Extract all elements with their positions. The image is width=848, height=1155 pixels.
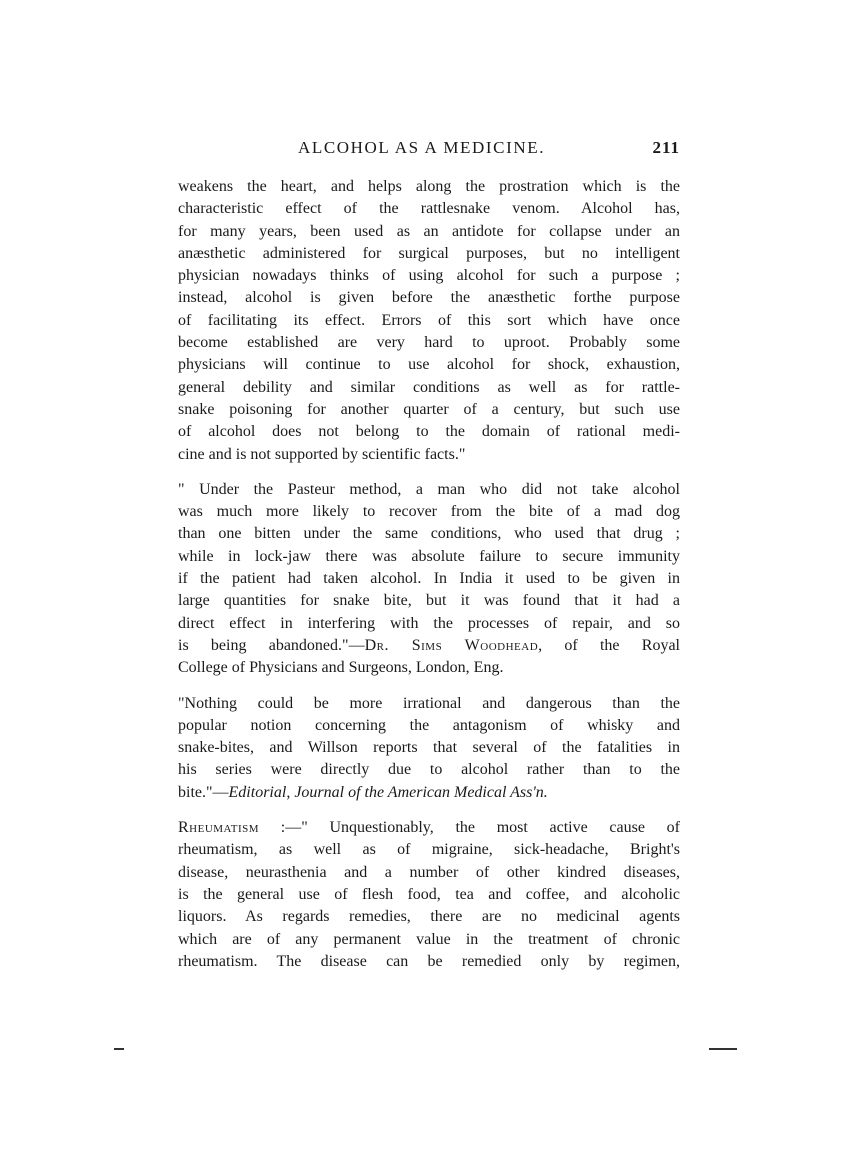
text-line: his series were directly due to alcohol rather than to the: [178, 761, 680, 779]
text-line: general debility and similar conditions as well as for rattle-: [178, 378, 680, 396]
text-line: if the patient had taken alcohol. In India it used to be given in: [178, 570, 680, 588]
text-line: for many years, been used as an antidote for collapse under an: [178, 222, 680, 240]
body-text: [178, 176, 680, 973]
paragraph-pasteur-method: [178, 479, 680, 680]
paragraph-snake-bites: [178, 693, 680, 804]
text-line-attribution: [178, 635, 680, 657]
paragraph-gap: [178, 466, 680, 479]
attribution-suffix: , of the Royal: [538, 636, 680, 654]
text-line: snake poisoning for another quarter of a century, but such use: [178, 400, 680, 418]
text-line: is the general use of flesh food, tea and coffee, and alcoholic: [178, 885, 680, 903]
section-heading: Rheumatism: [178, 819, 260, 837]
text-line: characteristic effect of the rattlesnake venom. Alcohol has,: [178, 200, 680, 218]
source-prefix: bite."—: [178, 783, 229, 801]
source-citation: Editorial, Journal of the American Medical Ass'n.: [228, 783, 548, 801]
text-line: cine and is not supported by scientific facts.": [178, 445, 466, 463]
text-line: while in lock-jaw there was absolute failure to secure immunity: [178, 547, 680, 565]
text-line: liquors. As regards remedies, there are no medicinal agents: [178, 908, 680, 926]
text-line: which are of any permanent value in the treatment of chronic: [178, 930, 680, 948]
text-line: College of Physicians and Surgeons, London, Eng.: [178, 659, 504, 677]
attribution-prefix: is being abandoned."—: [178, 636, 365, 654]
text-line: of alcohol does not belong to the domain of rational medi-: [178, 423, 680, 441]
text-line-heading: [178, 817, 680, 839]
text-line: rheumatism, as well as of migraine, sick-headache, Bright's: [178, 841, 680, 859]
page-number: 211: [652, 138, 680, 157]
text-line: become established are very hard to uproot. Probably some: [178, 334, 680, 352]
text-line: rheumatism. The disease can be remedied only by regimen,: [178, 952, 680, 970]
text-line: than one bitten under the same conditions, who used that drug ;: [178, 525, 680, 543]
heading-continuation: :—" Unquestionably, the most active cause of: [259, 819, 680, 837]
text-line: snake-bites, and Willson reports that several of the fatalities in: [178, 739, 680, 757]
attribution-author: Dr. Sims Woodhead: [364, 636, 539, 654]
paragraph-gap: [178, 680, 680, 693]
text-line: " Under the Pasteur method, a man who did not take alcohol: [178, 480, 680, 498]
text-line: direct effect in interfering with the processes of repair, and so: [178, 614, 680, 632]
footer-mark-left: [114, 1048, 124, 1050]
text-line: physician nowadays thinks of using alcohol for such a purpose ;: [178, 267, 680, 285]
text-line: large quantities for snake bite, but it was found that it had a: [178, 592, 680, 610]
text-line-source: [178, 782, 680, 804]
text-line: was much more likely to recover from the bite of a mad dog: [178, 503, 680, 521]
running-title: ALCOHOL AS A MEDICINE.: [298, 138, 546, 157]
running-head: [178, 138, 680, 162]
paragraph-rheumatism: [178, 817, 680, 973]
text-line: instead, alcohol is given before the anæsthetic forthe purpose: [178, 289, 680, 307]
footer-mark-right: [709, 1048, 737, 1050]
paragraph-alcohol-antidote: [178, 176, 680, 466]
text-line: disease, neurasthenia and a number of other kindred diseases,: [178, 863, 680, 881]
text-line: "Nothing could be more irrational and dangerous than the: [178, 694, 680, 712]
text-line: of facilitating its effect. Errors of this sort which have once: [178, 311, 680, 329]
text-line: anæsthetic administered for surgical purposes, but no intelligent: [178, 244, 680, 262]
text-line: physicians will continue to use alcohol for shock, exhaustion,: [178, 356, 680, 374]
text-line: weakens the heart, and helps along the prostration which is the: [178, 178, 680, 195]
text-line: popular notion concerning the antagonism of whisky and: [178, 716, 680, 734]
paragraph-gap: [178, 804, 680, 817]
